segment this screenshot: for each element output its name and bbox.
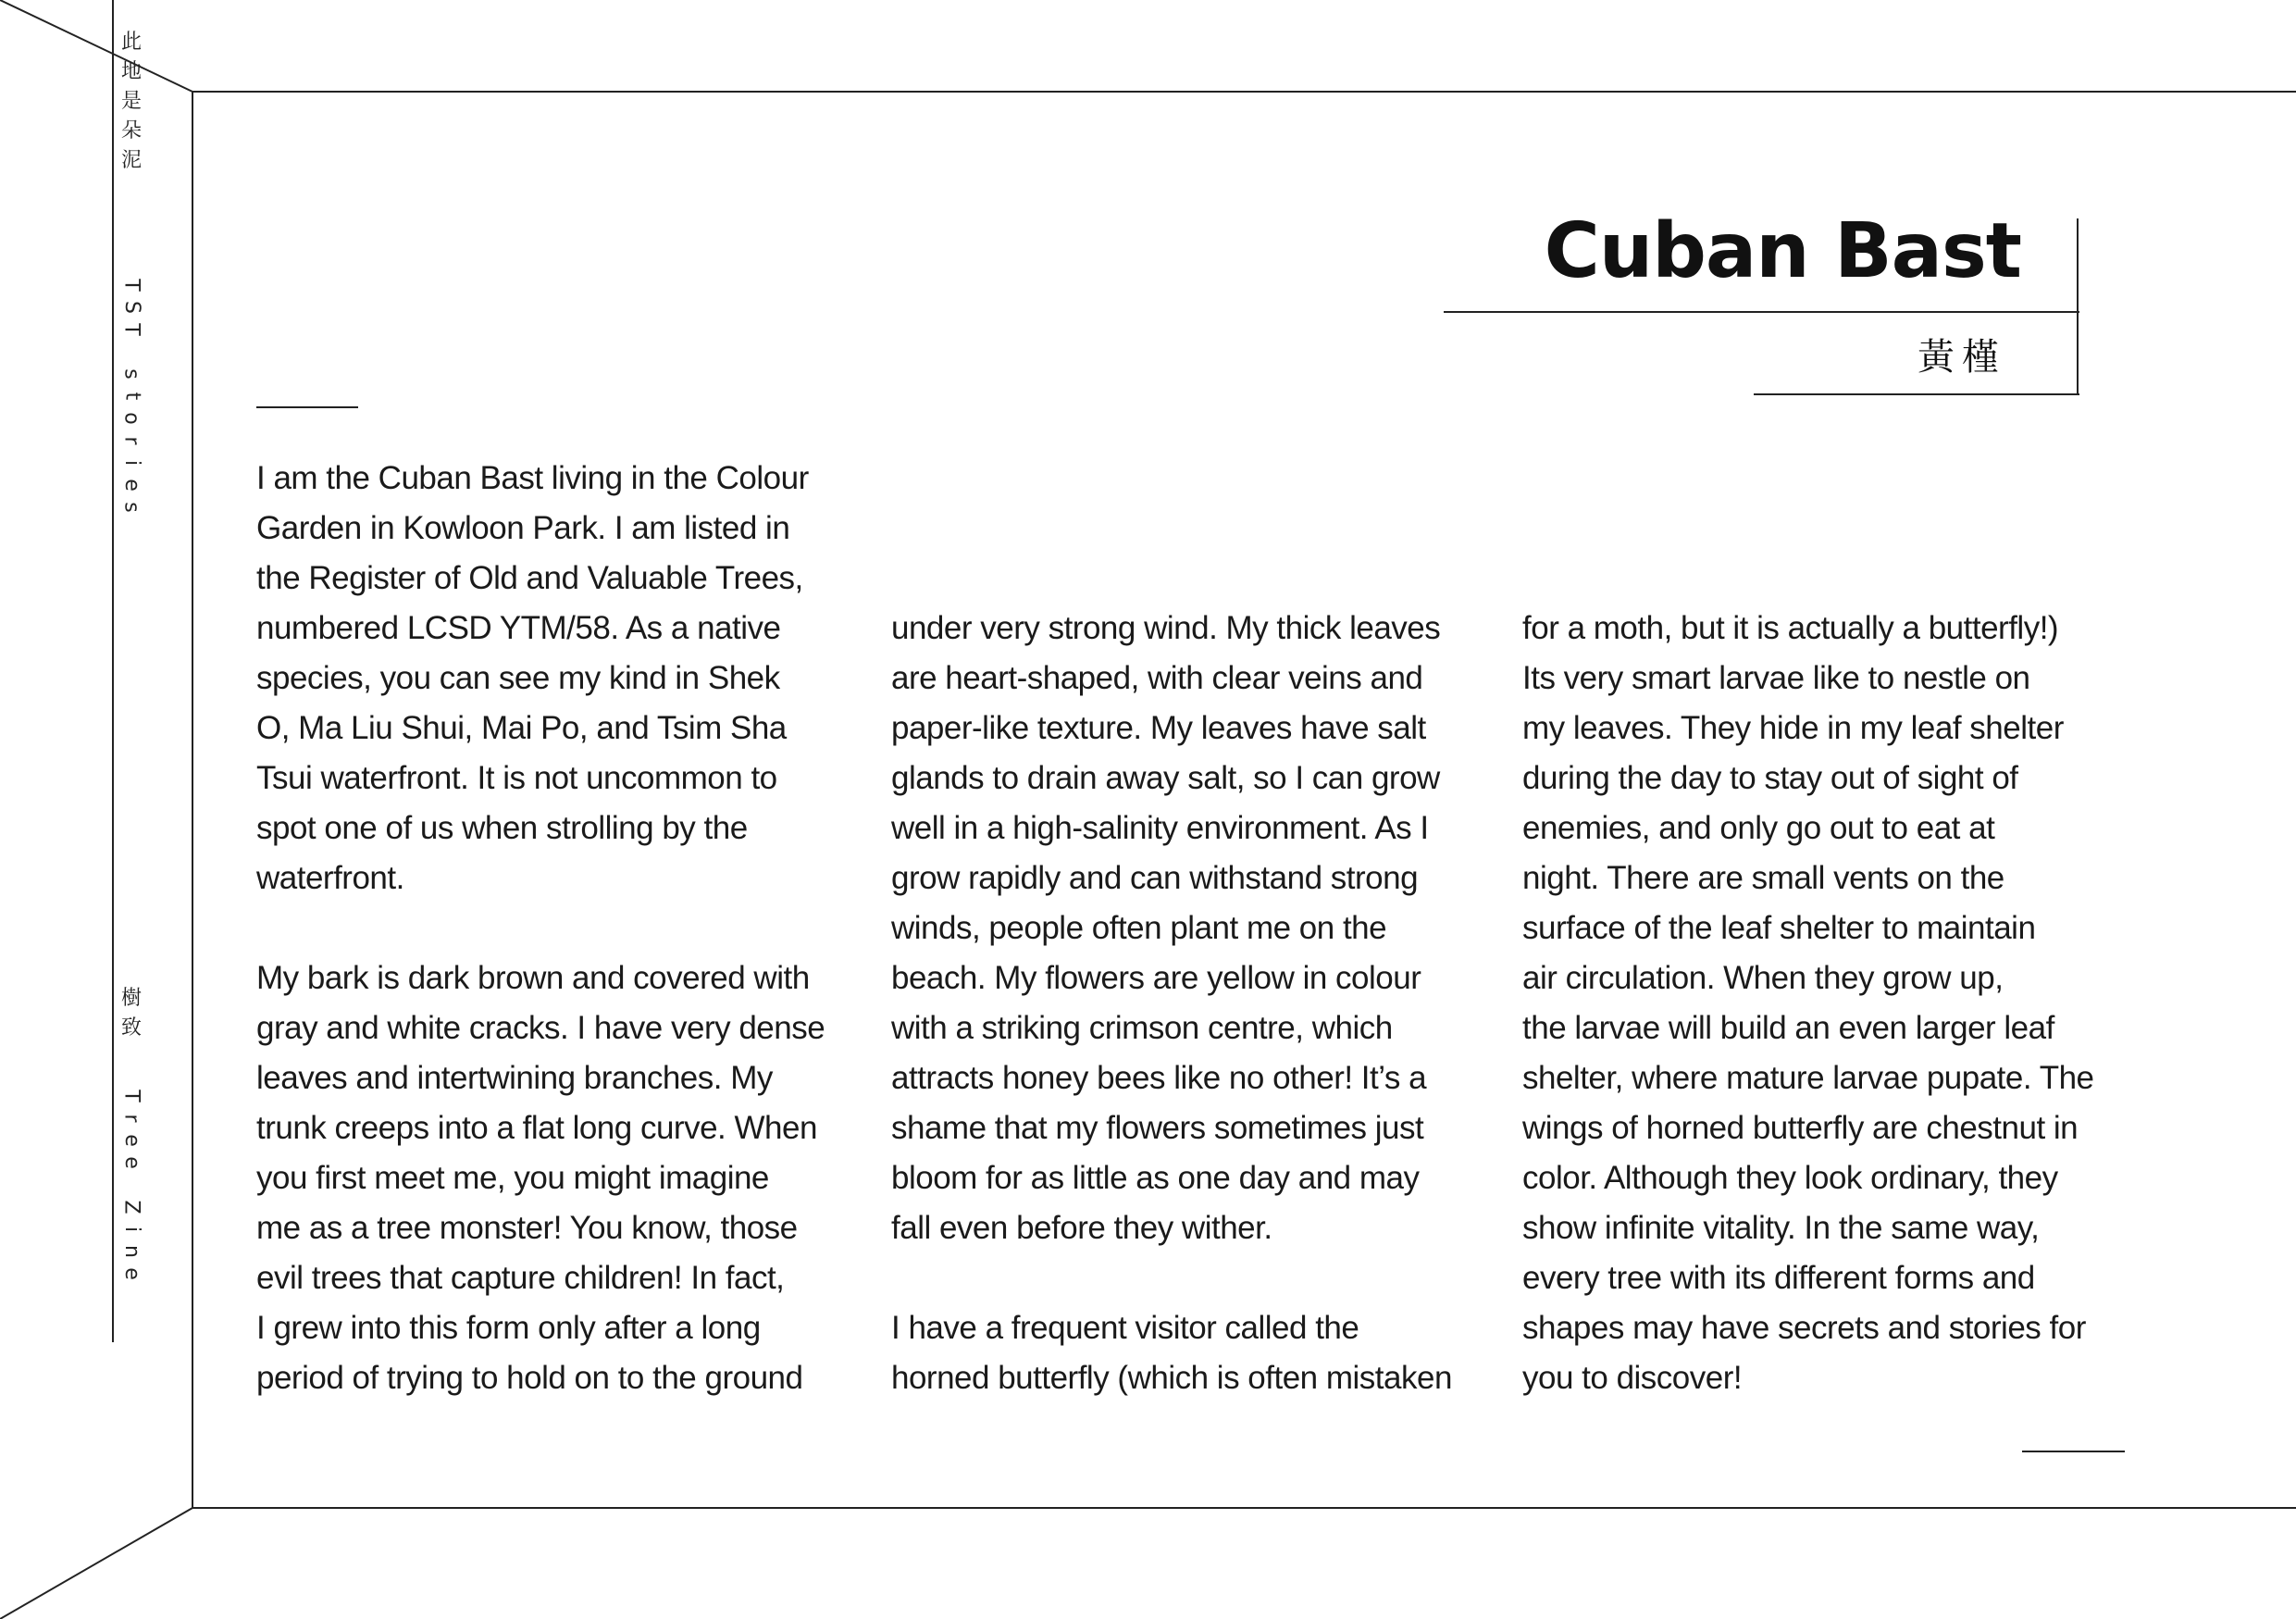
corner-diagonal-top (0, 0, 192, 92)
sidebar-top-latin (118, 274, 144, 518)
text-line: during the day to stay out of sight of (1522, 760, 2018, 796)
sidebar-char: 此 (120, 31, 142, 54)
text-line: species, you can see my kind in Shek (256, 660, 780, 696)
sidebar-char: 朵 (120, 119, 142, 143)
text-line: night. There are small vents on the (1522, 860, 2004, 896)
sidebar-letter: T (119, 323, 143, 336)
sidebar-char: 致 (120, 1016, 142, 1040)
sidebar-letter: e (119, 1134, 143, 1147)
text-line: surface of the leaf shelter to maintain (1522, 910, 2036, 946)
text-line: trunk creeps into a flat long curve. When (256, 1110, 817, 1146)
text-line: the Register of Old and Valuable Trees, (256, 560, 803, 596)
paragraph (256, 953, 867, 1403)
sidebar-letter: e (119, 1267, 143, 1280)
text-line: shelter, where mature larvae pupate. The (1522, 1060, 2094, 1096)
sidebar-letter: s (120, 502, 143, 513)
text-column-2 (891, 604, 1502, 1403)
text-line: me as a tree monster! You know, those (256, 1210, 798, 1246)
text-line: with a striking crimson centre, which (891, 1010, 1393, 1046)
text-line: spot one of us when strolling by the (256, 810, 748, 846)
text-line: numbered LCSD YTM/58. As a native (256, 610, 781, 646)
sidebar-char: 地 (120, 60, 142, 83)
sidebar-letter: i (120, 459, 143, 467)
sidebar-char: 樹 (120, 987, 142, 1010)
paragraph (891, 1303, 1502, 1403)
page-subtitle-chinese: 黃槿 (1917, 336, 2006, 379)
paragraph (891, 604, 1502, 1253)
text-line: the larvae will build an even larger leaf (1522, 1010, 2054, 1046)
text-line: My bark is dark brown and covered with (256, 960, 810, 996)
text-line: grow rapidly and can withstand strong (891, 860, 1419, 896)
sidebar-letter: e (119, 1156, 143, 1169)
text-line: I grew into this form only after a long (256, 1310, 761, 1346)
sidebar-letter: n (119, 1245, 143, 1258)
sidebar-top-chinese (118, 28, 144, 176)
text-line: bloom for as little as one day and may (891, 1160, 1420, 1196)
text-line: Garden in Kowloon Park. I am listed in (256, 510, 790, 546)
text-line: for a moth, but it is actually a butterfly!) (1522, 610, 2059, 646)
text-line: you first meet me, you might imagine (256, 1160, 769, 1196)
text-line: glands to drain away salt, so I can grow (891, 760, 1440, 796)
sidebar-letter: i (120, 1226, 143, 1233)
text-line: I have a frequent visitor called the (891, 1310, 1359, 1346)
text-line: show infinite vitality. In the same way, (1522, 1210, 2040, 1246)
corner-diagonal-bottom (0, 1508, 192, 1619)
text-line: leaves and intertwining branches. My (256, 1060, 773, 1096)
text-line: evil trees that capture children! In fact, (256, 1260, 785, 1296)
sidebar-letter: s (120, 368, 143, 380)
sidebar-letter: o (120, 412, 143, 425)
text-line: paper-like texture. My leaves have salt (891, 710, 1426, 746)
sidebar-letter: T (119, 279, 143, 292)
sidebar-letter: r (119, 1114, 143, 1123)
text-line: enemies, and only go out to eat at (1522, 810, 1995, 846)
text-line: winds, people often plant me on the (891, 910, 1387, 946)
text-line: every tree with its different forms and (1522, 1260, 2035, 1296)
paragraph (1522, 604, 2133, 1403)
text-line: are heart-shaped, with clear veins and (891, 660, 1423, 696)
text-line: color. Although they look ordinary, they (1522, 1160, 2058, 1196)
text-line: fall even before they wither. (891, 1210, 1272, 1246)
text-line: you to discover! (1522, 1360, 1743, 1396)
paragraph (256, 454, 867, 903)
text-line: beach. My flowers are yellow in colour (891, 960, 1421, 996)
sidebar-bottom-chinese (118, 984, 144, 1043)
text-line: air circulation. When they grow up, (1522, 960, 2004, 996)
text-line: I am the Cuban Bast living in the Colour (256, 460, 809, 496)
sidebar-letter: Z (119, 1200, 143, 1214)
sidebar-letter: e (119, 479, 143, 492)
text-line: horned butterfly (which is often mistaken (891, 1360, 1452, 1396)
text-line: under very strong wind. My thick leaves (891, 610, 1441, 646)
text-line: well in a high-salinity environment. As I (891, 810, 1429, 846)
text-line: period of trying to hold on to the ground (256, 1360, 803, 1396)
text-line: attracts honey bees like no other! It’s a (891, 1060, 1427, 1096)
text-line: waterfront. (256, 860, 404, 896)
text-line: Its very smart larvae like to nestle on (1522, 660, 2030, 696)
sidebar-letter: t (119, 392, 143, 401)
sidebar-letter: S (120, 301, 143, 314)
sidebar-letter: T (119, 1090, 143, 1102)
sidebar-bottom-latin (118, 1085, 144, 1285)
page-title: Cuban Bast (1544, 207, 2021, 295)
text-line: shame that my flowers sometimes just (891, 1110, 1424, 1146)
text-line: shapes may have secrets and stories for (1522, 1310, 2086, 1346)
text-column-3 (1522, 604, 2133, 1403)
text-column-1 (256, 454, 867, 1403)
text-line: Tsui waterfront. It is not uncommon to (256, 760, 777, 796)
text-line: O, Ma Liu Shui, Mai Po, and Tsim Sha (256, 710, 787, 746)
sidebar-char: 是 (120, 90, 142, 113)
text-line: my leaves. They hide in my leaf shelter (1522, 710, 2064, 746)
text-line: gray and white cracks. I have very dense (256, 1010, 825, 1046)
sidebar-letter: r (119, 436, 143, 445)
sidebar-char: 泥 (120, 149, 142, 172)
text-line: wings of horned butterfly are chestnut in (1522, 1110, 2079, 1146)
